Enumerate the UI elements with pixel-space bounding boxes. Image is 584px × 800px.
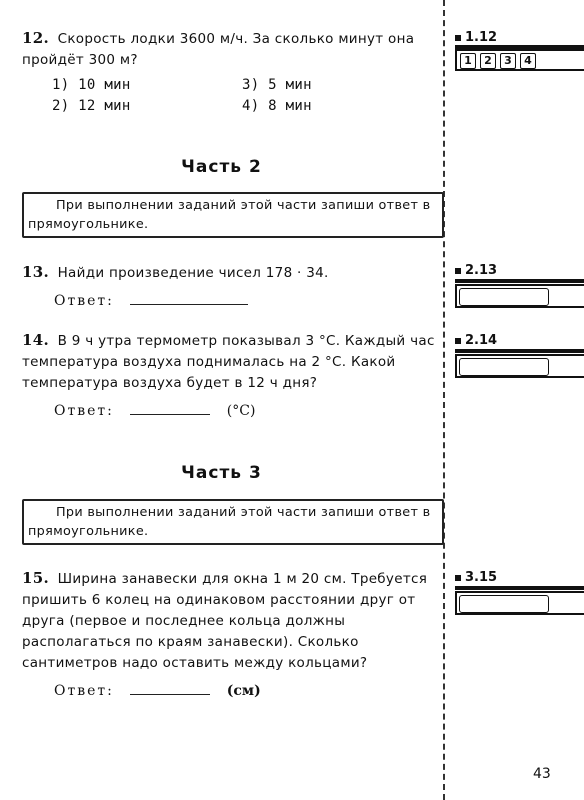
answer-label-1-12: 1.12 — [455, 30, 497, 45]
mc-answer-box-1-12 — [455, 49, 584, 71]
task-12 — [22, 28, 442, 117]
answer-field[interactable] — [459, 358, 549, 376]
mc-option-2[interactable]: 2 — [480, 53, 496, 69]
answer-box-3-15 — [455, 591, 584, 615]
bullet-icon — [455, 268, 461, 274]
choice-2[interactable]: 2) 12 мин — [52, 98, 131, 114]
choice-1[interactable]: 1) 10 мин — [52, 77, 131, 93]
task-text: Скорость лодки 3600 м/ч. За сколько минут она пройдёт 300 м? — [22, 31, 415, 68]
answer-field[interactable] — [459, 595, 549, 613]
part-3-instructions: При выполнении заданий этой части запиши ответ в прямоугольнике. — [22, 499, 444, 545]
answer-box-2-13 — [455, 284, 584, 308]
answer-label-2-13: 2.13 — [455, 263, 497, 278]
task-text: Найди произведение чисел 178 · 34. — [57, 265, 329, 281]
answer-line[interactable] — [130, 400, 210, 415]
mc-option-3[interactable]: 3 — [500, 53, 516, 69]
answer-bar — [455, 349, 584, 353]
task-text: Ширина занавески для окна 1 м 20 см. Требуется пришить 6 колец на одинаковом расстоянии друг от друга (первое и последнее кольца должны располагаться по краям занавески). Сколько сантиметров надо оставить между кольцами? — [22, 571, 428, 671]
answer-row — [54, 400, 442, 422]
part-2-instructions: При выполнении заданий этой части запиши ответ в прямоугольнике. — [22, 192, 444, 238]
answer-row — [54, 290, 442, 312]
answer-line[interactable] — [130, 680, 210, 695]
answer-unit: (°С) — [226, 403, 256, 419]
answer-bar — [455, 586, 584, 590]
task-number: 15. — [22, 569, 49, 587]
answer-box-2-14 — [455, 354, 584, 378]
task-number: 13. — [22, 263, 49, 281]
task-number: 14. — [22, 331, 49, 349]
answer-label: Ответ: — [54, 293, 114, 309]
task-number: 12. — [22, 29, 49, 47]
answer-field[interactable] — [459, 288, 549, 306]
mc-option-4[interactable]: 4 — [520, 53, 536, 69]
choice-4[interactable]: 4) 8 мин — [242, 98, 312, 114]
choice-3[interactable]: 3) 5 мин — [242, 77, 312, 93]
answer-bar — [455, 279, 584, 283]
answer-choices — [52, 75, 442, 117]
answer-unit: (см) — [226, 683, 261, 699]
answer-label-3-15: 3.15 — [455, 570, 497, 585]
part-3-title: Часть 3 — [181, 463, 262, 483]
answer-label-2-14: 2.14 — [455, 333, 497, 348]
bullet-icon — [455, 575, 461, 581]
bullet-icon — [455, 35, 461, 41]
answer-line[interactable] — [130, 290, 248, 305]
cut-line — [443, 0, 445, 800]
mc-option-1[interactable]: 1 — [460, 53, 476, 69]
task-15 — [22, 568, 442, 702]
bullet-icon — [455, 338, 461, 344]
task-14 — [22, 330, 442, 422]
answer-label: Ответ: — [54, 403, 114, 419]
answer-label: Ответ: — [54, 683, 114, 699]
page-number: 43 — [533, 766, 551, 782]
answer-row — [54, 680, 442, 702]
task-13 — [22, 262, 442, 312]
task-text: В 9 ч утра термометр показывал 3 °С. Каждый час температура воздуха поднималась на 2 °С. Какой температура воздуха будет в 12 ч дня? — [22, 333, 435, 391]
part-2-title: Часть 2 — [181, 157, 262, 177]
